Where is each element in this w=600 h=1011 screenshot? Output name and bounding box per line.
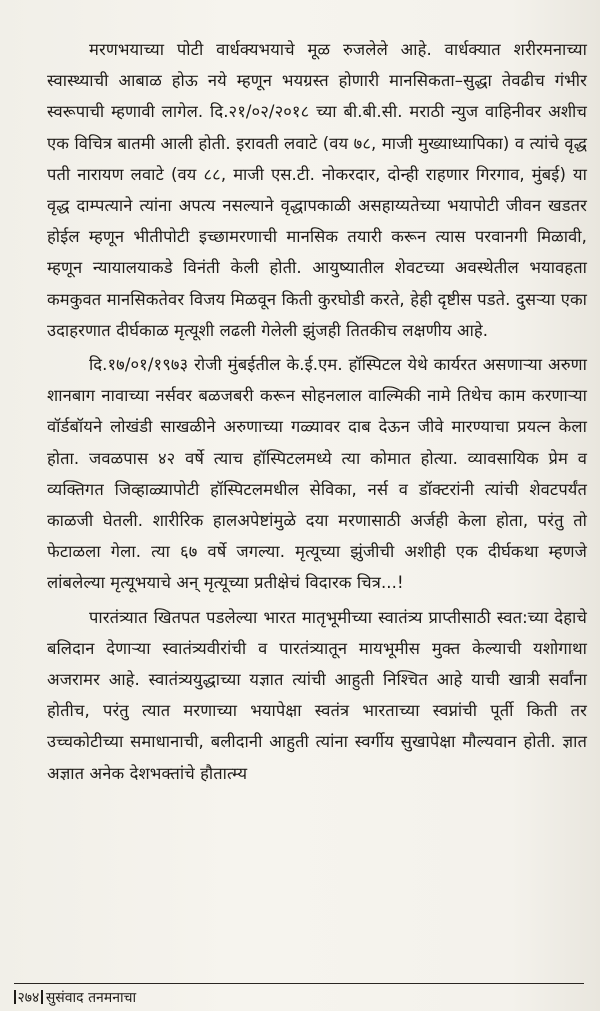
paragraph-2: दि.१७/०१/१९७३ रोजी मुंबईतील के.ई.एम. हॉस्पिटल येथे कार्यरत असणाऱ्या अरुणा शानबाग नावाच्या नर्सवर बळजबरी करून सोहनलाल वाल्मिकी नामे तिथेच काम करणाऱ्या वॉर्डबॉयने लोखंडी साखळीने अरुणाच्या गळ्यावर दाब देऊन जीवे मारण्याचा प्रयत्न केला होता. जवळपास ४२ वर्षे त्याच हॉस्पिटलमध्ये त्या कोमात होत्या. व्यावसायिक प्रेम व व्यक्तिगत जिव्हाळ्यापोटी हॉस्पिटलमधील सेविका, नर्स व डॉक्टरांनी त्यांची शेवटपर्यंत काळजी घेतली. शारीरिक हालअपेष्टांमुळे दया मरणासाठी अर्जही केला होता, परंतु तो फेटाळला गेला. त्या ६७ वर्षे जगल्या. मृत्यूच्या झुंजीची अशीही एक दीर्घकथा म्हणजे लांबलेल्या मृत्यूभयाचे अन् मृत्यूच्या प्रतीक्षेचं विदारक चित्र...!: [47, 355, 587, 593]
paragraph-3: पारतंत्र्यात खितपत पडलेल्या भारत मातृभूमीच्या स्वातंत्र्य प्राप्तीसाठी स्वत:च्या देहाचे बलिदान देणाऱ्या स्वातंत्र्यवीरांची व पारतंत्र्यातून मायभूमीस मुक्त केल्याची यशोगाथा अजरामर आहे. स्वातंत्र्ययुद्धाच्या यज्ञात त्यांची आहुती निश्चित आहे याची खात्री सर्वांना होतीच, परंतु त्यात मरणाच्या भयापेक्षा स्वतंत्र भारताच्या स्वप्नांची पूर्ती किती तर उच्चकोटीच्या समाधानाची, बलीदानी आहुती त्यांना स्वर्गीय सुखापेक्षा मौल्यवान होती. ज्ञात अज्ञात अनेक देशभक्तांचे हौतात्म्य: [47, 607, 587, 783]
footer-bar-left: [14, 990, 16, 1004]
page-number: २७४: [17, 990, 40, 1006]
paragraph-1: मरणभयाच्या पोटी वार्धक्यभयाचे मूळ रुजलेले आहे. वार्धक्यात शरीरमनाच्या स्वास्थ्याची आबाळ होऊ नये म्हणून भयग्रस्त होणारी मानसिकता–सुद्धा तेवढीच गंभीर स्वरूपाची म्हणावी लागेल. दि.२१/०२/२०१८ च्या बी.बी.सी. मराठी न्युज वाहिनीवर अशीच एक विचित्र बातमी आली होती. इरावती लवाटे (वय ७८, माजी मुख्याध्यापिका) व त्यांचे वृद्ध पती नारायण लवाटे (वय ८८, माजी एस.टी. नोकरदार, दोन्ही राहणार गिरगाव, मुंबई) या वृद्ध दाम्पत्याने त्यांना अपत्य नसल्याने वृद्धापकाळी असहाय्यतेच्या भयापोटी जीवन खडतर होईल म्हणून भीतीपोटी इच्छामरणाची मानसिक तयारी करून त्यास परवानगी मिळावी, म्हणून न्यायालयाकडे विनंती केली होती. आयुष्यातील शेवटच्या अवस्थेतील भयावहता कमकुवत मानसिकतेवर विजय मिळवून किती कुरघोडी करते, हेही दृष्टीस पडते. दुसऱ्या एका उदाहरणात दीर्घकाळ मृत्यूशी लढली गेलेली झुंजही तितकीच लक्षणीय आहे.: [47, 40, 587, 340]
page-footer: [14, 989, 136, 1007]
book-title: सुसंवाद तनमनाचा: [45, 990, 137, 1006]
footer-divider: [14, 983, 584, 984]
footer-bar-middle: [41, 990, 43, 1004]
body-text: [47, 34, 587, 789]
